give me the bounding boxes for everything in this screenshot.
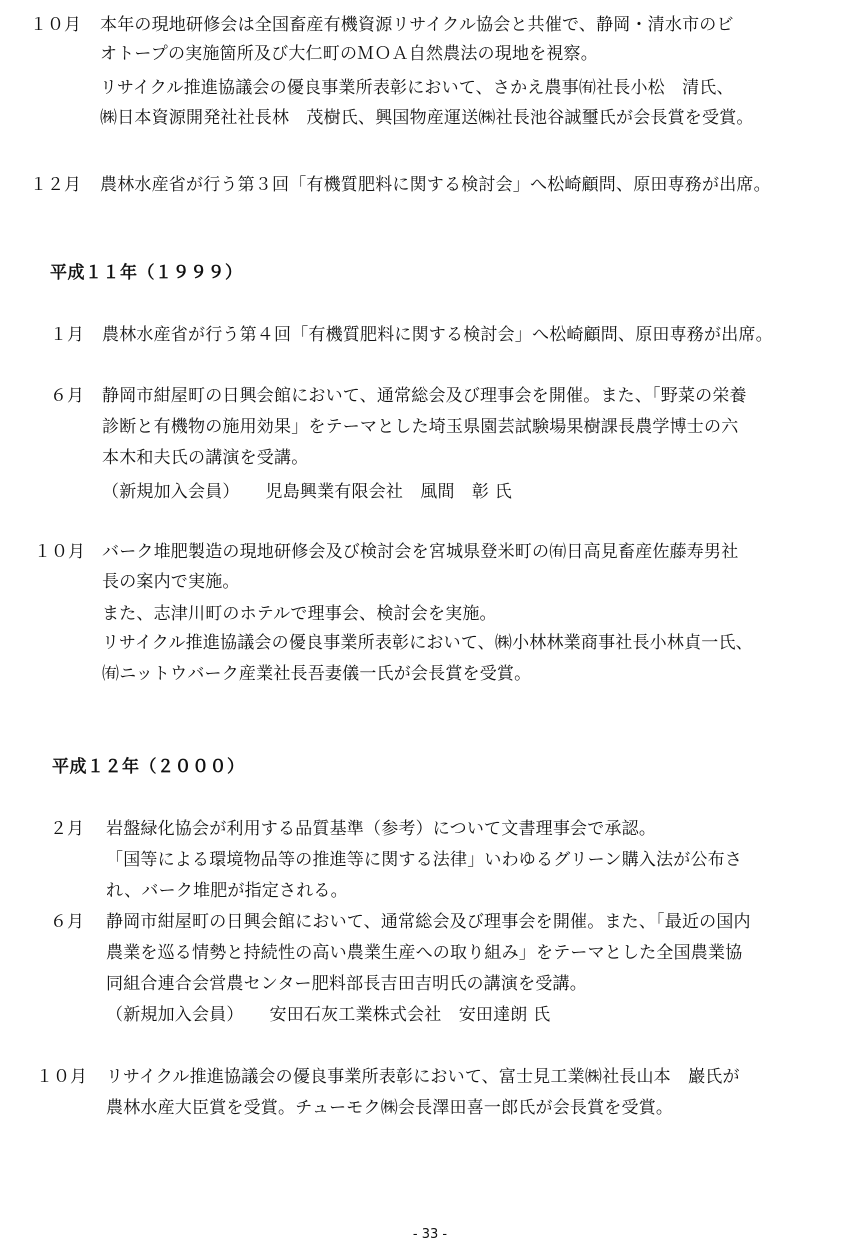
entry-text-line: ㈲ニットウバーク産業社長吾妻儀一氏が会長賞を受賞。 xyxy=(102,664,532,684)
entry-text-line: リサイクル推進協議会の優良事業所表彰において、富士見工業㈱社長山本 巖氏が xyxy=(106,1067,740,1087)
entry-text-line: 本年の現地研修会は全国畜産有機資源リサイクル協会と共催で、静岡・清水市のビ xyxy=(100,15,734,35)
entry-text-line: リサイクル推進協議会の優良事業所表彰において、さかえ農事㈲社長小松 清氏、 xyxy=(100,78,734,98)
entry-text-line: 農林水産大臣賞を受賞。チューモク㈱会長澤田喜一郎氏が会長賞を受賞。 xyxy=(106,1098,674,1118)
section-heading-2000: 平成１２年（２０００） xyxy=(52,757,245,777)
entry-month: ２月 xyxy=(50,819,84,839)
entry-text-line: 岩盤緑化協会が利用する品質基準（参考）について文書理事会で承認。 xyxy=(106,819,657,839)
entry-month: １０月 xyxy=(36,1067,87,1087)
entry-month: １月 xyxy=(50,325,84,345)
page-number: - 33 - xyxy=(412,1227,448,1242)
entry-month: ６月 xyxy=(50,386,84,406)
entry-text-line: オトープの実施箇所及び大仁町のＭＯＡ自然農法の現地を視察。 xyxy=(100,44,598,64)
entry-text-line: 長の案内で実施。 xyxy=(102,572,240,592)
entry-text-line: 農業を巡る情勢と持続性の高い農業生産への取り組み」をテーマとした全国農業協 xyxy=(106,943,743,963)
entry-text-line: リサイクル推進協議会の優良事業所表彰において、㈱小林林業商事社長小林貞一氏、 xyxy=(102,633,753,653)
entry-month: １２月 xyxy=(30,175,81,195)
entry-text-line: 農林水産省が行う第４回「有機質肥料に関する検討会」へ松崎顧問、原田専務が出席。 xyxy=(102,325,773,345)
section-heading-1999: 平成１１年（１９９９） xyxy=(50,263,243,283)
entry-text-line: 静岡市紺屋町の日興会館において、通常総会及び理事会を開催。また、「最近の国内 xyxy=(106,912,751,932)
entry-text-line: 「国等による環境物品等の推進等に関する法律」いわゆるグリーン購入法が公布さ xyxy=(106,850,743,870)
entry-month: １０月 xyxy=(30,15,81,35)
entry-text-line: 同組合連合会営農センター肥料部長吉田吉明氏の講演を受講。 xyxy=(106,974,587,994)
entry-text-line: 本木和夫氏の講演を受講。 xyxy=(102,448,309,468)
entry-text-line: バーク堆肥製造の現地研修会及び検討会を宮城県登米町の㈲日高見畜産佐藤寿男社 xyxy=(102,542,739,562)
entry-text-line: 農林水産省が行う第３回「有機質肥料に関する検討会」へ松崎顧問、原田専務が出席。 xyxy=(100,175,771,195)
new-member-line: （新規加入会員） 安田石灰工業株式会社 安田達朗 氏 xyxy=(106,1005,551,1025)
entry-month: ６月 xyxy=(50,912,84,932)
entry-text-line: ㈱日本資源開発社社長林 茂樹氏、興国物産運送㈱社長池谷誠璽氏が会長賞を受賞。 xyxy=(100,108,754,128)
entry-text-line: れ、バーク堆肥が指定される。 xyxy=(106,881,348,901)
entry-month: １０月 xyxy=(34,542,85,562)
entry-text-line: 静岡市紺屋町の日興会館において、通常総会及び理事会を開催。また、「野菜の栄養 xyxy=(102,386,747,406)
entry-text-line: また、志津川町のホテルで理事会、検討会を実施。 xyxy=(102,604,497,624)
new-member-line: （新規加入会員） 児島興業有限会社 風間 彰 氏 xyxy=(102,482,512,502)
entry-text-line: 診断と有機物の施用効果」をテーマとした埼玉県園芸試験場果樹課長農学博士の六 xyxy=(102,417,739,437)
